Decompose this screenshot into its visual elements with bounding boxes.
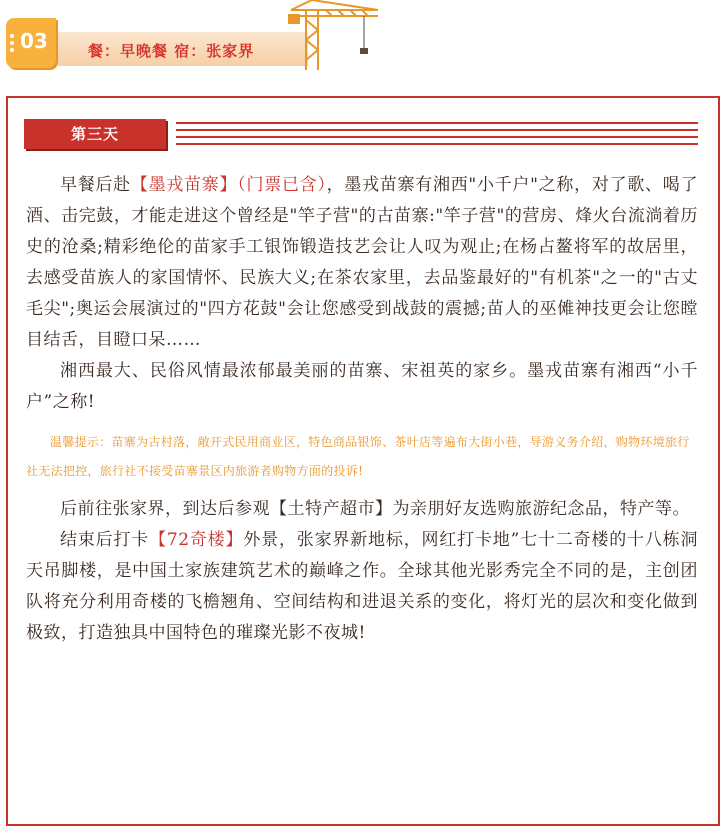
tab-dots-decoration (10, 34, 16, 56)
p1-intro: 早餐后赴 (60, 175, 131, 195)
p4-intro: 结束后打卡 (60, 530, 150, 550)
crane-icon (286, 0, 386, 70)
day-number: 03 (20, 29, 48, 53)
title-underline-decoration (176, 122, 698, 146)
warm-tip: 温馨提示：苗寨为古村落，敞开式民用商业区，特色商品银饰、茶叶店等遍布大街小巷，导游义务介绍，购物环境旅行社无法把控，旅行社不接受苗寨景区内旅游者购物方面的投诉! (26, 435, 690, 478)
paragraph-village-summary: 湘西最大、民俗风情最浓郁最美丽的苗寨、宋祖英的家乡。墨戎苗寨有湘西“小千户”之称! (26, 361, 698, 412)
paragraph-specialty-market: 后前往张家界，到达后参观【土特产超市】为亲朋好友选购旅游纪念品，特产等。 (60, 499, 690, 519)
itinerary-content (26, 170, 698, 649)
p1-body: ，墨戎苗寨有湘西"小千户"之称，对了歌、喝了酒、击完鼓，才能走进这个曾经是"竿子营"的古苗寨:"竿子营"的营房、烽火台流淌着历史的沧桑;精彩绝伦的苗家手工银饰锻造技艺会让人叹为观止;在杨占鳌将军的故居里，去感受苗族人的家国情怀、民族大义;在茶农家里，去品鉴最好的"有机茶"之一的"古丈毛尖";奥运会展演过的"四方花鼓"会让您感受到战鼓的震撼;苗人的巫傩神技更会让您瞠目结舌，目瞪口呆…… (26, 175, 699, 350)
paragraph-72-qilou (26, 525, 698, 649)
p4-body: 外景，张家界新地标，网红打卡地”七十二奇楼的十八栋洞天吊脚楼，是中国土家族建筑艺术的巅峰之作。全球其他光影秀完全不同的是，主创团队将充分利用奇楼的飞檐翘角、空间结构和进退关系的变化，将灯光的层次和变化做到极致，打造独具中国特色的璀璨光影不夜城! (26, 530, 698, 643)
paragraph-miao-village (26, 170, 698, 356)
highlight-moron-miao-village: 【墨戎苗寨】（门票已含） (130, 175, 327, 195)
day-title: 第三天 (24, 119, 166, 149)
day-number-tab (6, 18, 56, 68)
highlight-72-qilou: 【72奇楼】 (149, 530, 244, 550)
meal-lodging-text: 餐：早晚餐 宿：张家界 (88, 42, 255, 60)
